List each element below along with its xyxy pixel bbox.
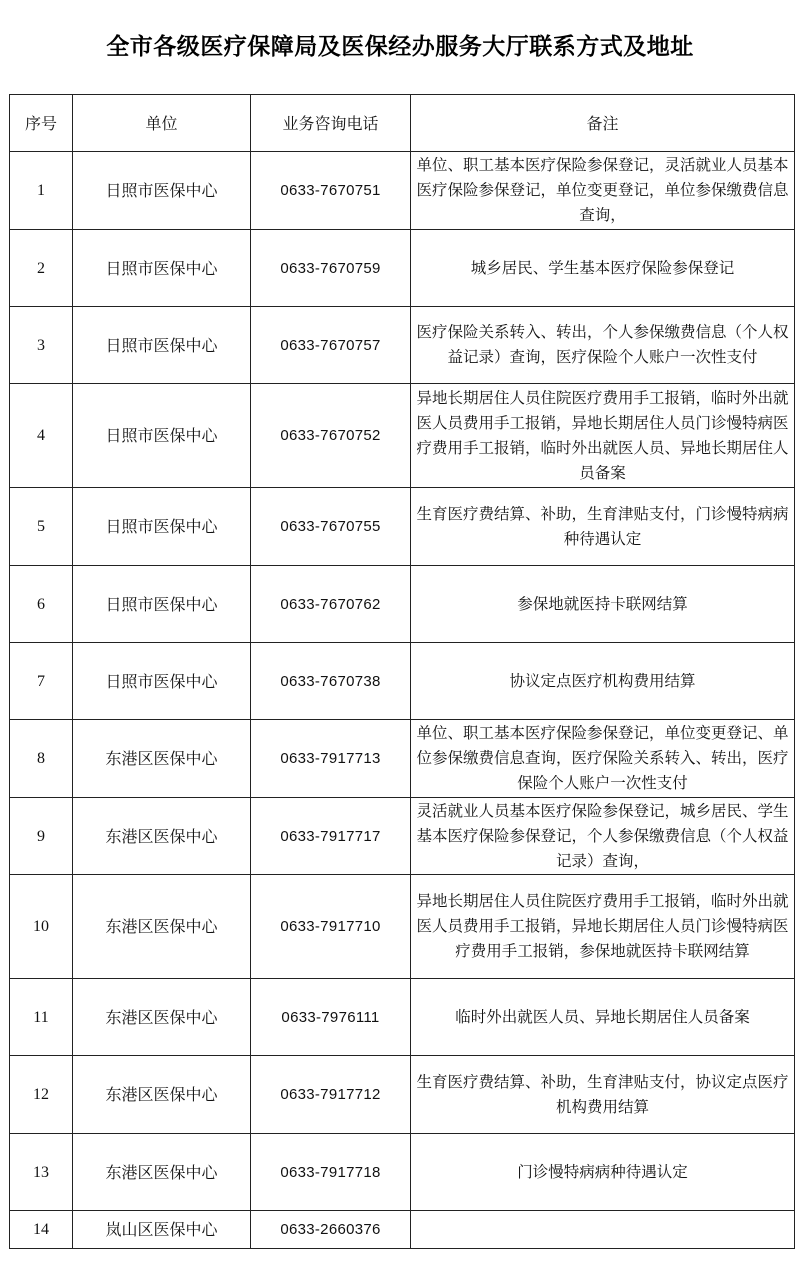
table-row bbox=[10, 720, 795, 798]
row-unit: 东港区医保中心 bbox=[73, 875, 251, 979]
table-row bbox=[10, 1056, 795, 1134]
row-notes: 单位、职工基本医疗保险参保登记，灵活就业人员基本医疗保险参保登记，单位变更登记，单位参保缴费信息查询， bbox=[411, 152, 795, 230]
row-phone: 0633-7917710 bbox=[251, 875, 411, 979]
page-title: 全市各级医疗保障局及医保经办服务大厅联系方式及地址 bbox=[106, 34, 694, 60]
row-phone: 0633-7917712 bbox=[251, 1056, 411, 1134]
row-unit: 日照市医保中心 bbox=[73, 643, 251, 720]
table-row bbox=[10, 307, 795, 384]
row-notes: 异地长期居住人员住院医疗费用手工报销，临时外出就医人员费用手工报销，异地长期居住人员门诊慢特病医疗费用手工报销，临时外出就医人员、异地长期居住人员备案 bbox=[411, 384, 795, 488]
row-unit: 日照市医保中心 bbox=[73, 230, 251, 307]
header-index: 序号 bbox=[10, 95, 73, 152]
table-row bbox=[10, 230, 795, 307]
contact-table bbox=[9, 94, 795, 1249]
row-index: 5 bbox=[10, 488, 73, 566]
row-index: 4 bbox=[10, 384, 73, 488]
row-notes: 医疗保险关系转入、转出，个人参保缴费信息（个人权益记录）查询，医疗保险个人账户一次性支付 bbox=[411, 307, 795, 384]
row-phone: 0633-7670738 bbox=[251, 643, 411, 720]
row-index: 12 bbox=[10, 1056, 73, 1134]
row-unit: 日照市医保中心 bbox=[73, 488, 251, 566]
row-unit: 东港区医保中心 bbox=[73, 720, 251, 798]
row-index: 3 bbox=[10, 307, 73, 384]
row-index: 13 bbox=[10, 1134, 73, 1211]
table-row bbox=[10, 1134, 795, 1211]
row-unit: 东港区医保中心 bbox=[73, 979, 251, 1056]
row-unit: 日照市医保中心 bbox=[73, 307, 251, 384]
row-notes: 灵活就业人员基本医疗保险参保登记，城乡居民、学生基本医疗保险参保登记，个人参保缴费信息（个人权益记录）查询， bbox=[411, 798, 795, 875]
row-unit: 东港区医保中心 bbox=[73, 1134, 251, 1211]
table-row bbox=[10, 643, 795, 720]
header-phone: 业务咨询电话 bbox=[251, 95, 411, 152]
row-index: 9 bbox=[10, 798, 73, 875]
row-notes: 生育医疗费结算、补助，生育津贴支付，门诊慢特病病种待遇认定 bbox=[411, 488, 795, 566]
row-phone: 0633-7670757 bbox=[251, 307, 411, 384]
row-phone: 0633-7917717 bbox=[251, 798, 411, 875]
header-unit: 单位 bbox=[73, 95, 251, 152]
row-unit: 岚山区医保中心 bbox=[73, 1211, 251, 1249]
row-index: 14 bbox=[10, 1211, 73, 1249]
row-index: 11 bbox=[10, 979, 73, 1056]
row-notes: 参保地就医持卡联网结算 bbox=[411, 566, 795, 643]
row-phone: 0633-2660376 bbox=[251, 1211, 411, 1249]
row-unit: 东港区医保中心 bbox=[73, 798, 251, 875]
row-notes: 城乡居民、学生基本医疗保险参保登记 bbox=[411, 230, 795, 307]
row-phone: 0633-7670762 bbox=[251, 566, 411, 643]
row-index: 8 bbox=[10, 720, 73, 798]
row-index: 10 bbox=[10, 875, 73, 979]
row-index: 6 bbox=[10, 566, 73, 643]
row-phone: 0633-7917718 bbox=[251, 1134, 411, 1211]
row-index: 7 bbox=[10, 643, 73, 720]
row-notes: 单位、职工基本医疗保险参保登记，单位变更登记、单位参保缴费信息查询，医疗保险关系转入、转出，医疗保险个人账户一次性支付 bbox=[411, 720, 795, 798]
table-row bbox=[10, 488, 795, 566]
row-notes: 门诊慢特病病种待遇认定 bbox=[411, 1134, 795, 1211]
row-notes: 临时外出就医人员、异地长期居住人员备案 bbox=[411, 979, 795, 1056]
table-row bbox=[10, 152, 795, 230]
row-phone: 0633-7976111 bbox=[251, 979, 411, 1056]
row-index: 1 bbox=[10, 152, 73, 230]
table-row bbox=[10, 875, 795, 979]
row-phone: 0633-7670752 bbox=[251, 384, 411, 488]
table-row bbox=[10, 798, 795, 875]
table-row bbox=[10, 566, 795, 643]
row-notes: 协议定点医疗机构费用结算 bbox=[411, 643, 795, 720]
row-unit: 日照市医保中心 bbox=[73, 152, 251, 230]
table-row bbox=[10, 384, 795, 488]
table-row bbox=[10, 1211, 795, 1249]
row-phone: 0633-7670755 bbox=[251, 488, 411, 566]
row-unit: 日照市医保中心 bbox=[73, 566, 251, 643]
row-index: 2 bbox=[10, 230, 73, 307]
table-row bbox=[10, 979, 795, 1056]
table-header-row bbox=[10, 95, 795, 152]
header-notes: 备注 bbox=[411, 95, 795, 152]
row-notes: 异地长期居住人员住院医疗费用手工报销，临时外出就医人员费用手工报销，异地长期居住人员门诊慢特病医疗费用手工报销，参保地就医持卡联网结算 bbox=[411, 875, 795, 979]
row-phone: 0633-7670751 bbox=[251, 152, 411, 230]
row-notes bbox=[411, 1211, 795, 1249]
row-unit: 东港区医保中心 bbox=[73, 1056, 251, 1134]
row-phone: 0633-7670759 bbox=[251, 230, 411, 307]
row-notes: 生育医疗费结算、补助，生育津贴支付，协议定点医疗机构费用结算 bbox=[411, 1056, 795, 1134]
row-phone: 0633-7917713 bbox=[251, 720, 411, 798]
row-unit: 日照市医保中心 bbox=[73, 384, 251, 488]
